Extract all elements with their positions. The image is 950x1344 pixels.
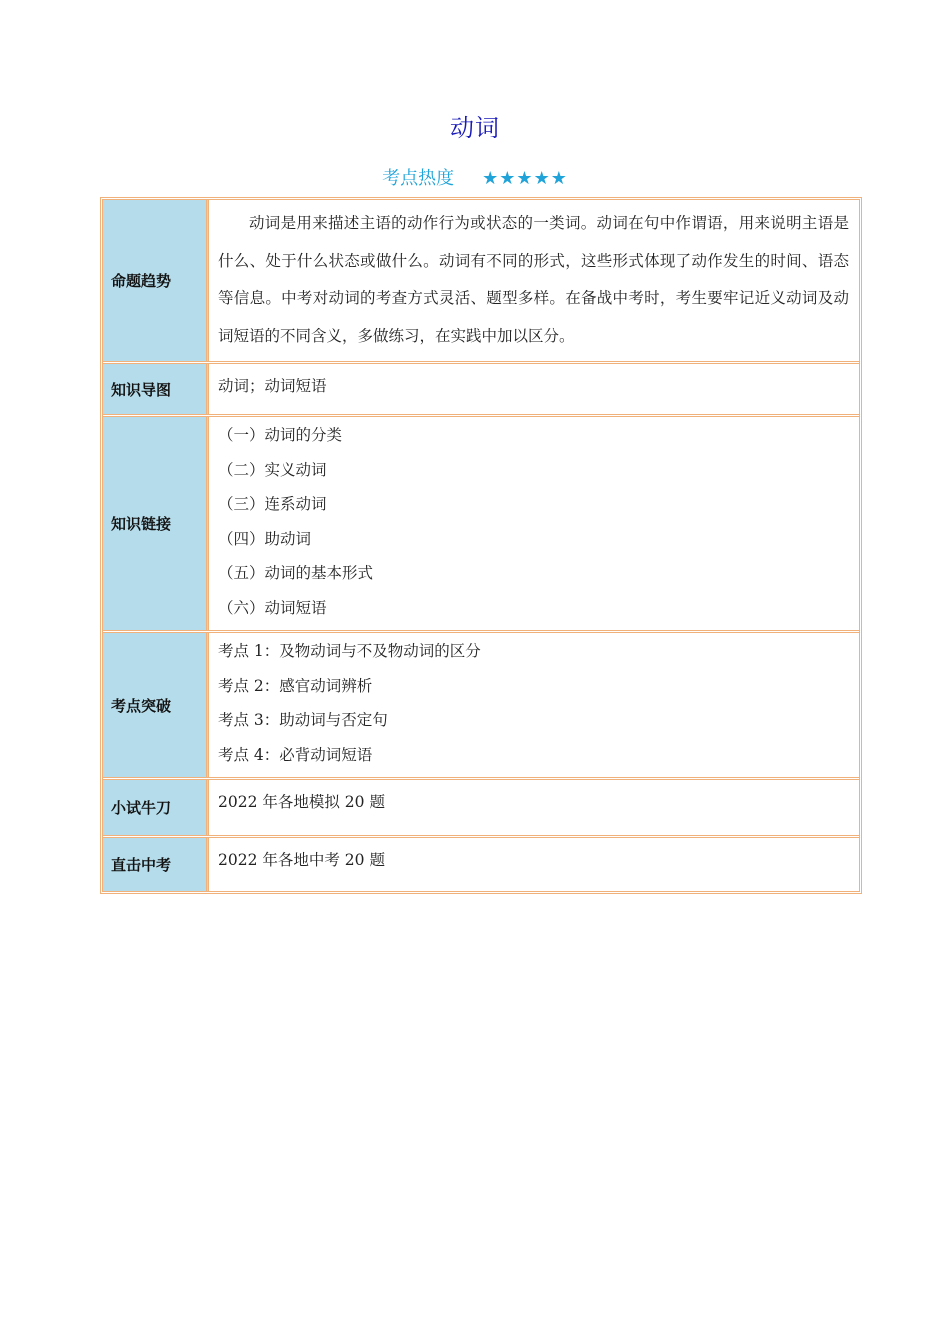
star-rating-icon: ★★★★★ [482, 168, 568, 189]
list-item: （五）动词的基本形式 [218, 564, 374, 582]
heat-rating [0, 164, 950, 190]
page-title: 动词 [450, 114, 500, 142]
list-item: 考点 4：必背动词短语 [218, 745, 373, 764]
map-text: 动词；动词短语 [218, 377, 327, 395]
summary-table [100, 197, 862, 894]
list-item: （六）动词短语 [218, 598, 327, 617]
list-item: 考点 1：及物动词与不及物动词的区分 [218, 642, 481, 660]
row-points [103, 633, 859, 780]
row-links [103, 417, 859, 633]
exam-text: 2022 年各地中考 20 题 [218, 851, 385, 869]
points-list [209, 633, 859, 777]
row-header-trend: 命题趋势 [103, 200, 209, 361]
row-exam [103, 838, 859, 891]
row-trend [103, 200, 859, 364]
links-list [209, 417, 859, 630]
list-item: （二）实义动词 [218, 460, 327, 479]
list-item: （三）连系动词 [218, 495, 327, 513]
heat-label: 考点热度 [382, 168, 455, 189]
list-item: （一）动词的分类 [218, 426, 343, 444]
row-header-links: 知识链接 [103, 417, 209, 630]
row-header-practice: 小试牛刀 [103, 780, 209, 835]
list-item: （四）助动词 [218, 529, 312, 548]
row-map [103, 364, 859, 417]
row-header-map: 知识导图 [103, 364, 209, 414]
row-practice [103, 780, 859, 838]
row-header-points: 考点突破 [103, 633, 209, 777]
trend-text: 动词是用来描述主语的动作行为或状态的一类词。动词在句中作谓语，用来说明主语是什么、处于什么状态或做什么。动词有不同的形式，这些形式体现了动作发生的时间、语态等信息。中考对动词的考查方式灵活、题型多样。在备战中考时，考生要牢记近义动词及动词短语的不同含义，多做练习，在实践中加以区分。 [218, 214, 849, 345]
practice-text: 2022 年各地模拟 20 题 [218, 793, 385, 811]
list-item: 考点 3：助动词与否定句 [218, 711, 388, 729]
row-header-exam: 直击中考 [103, 838, 209, 891]
list-item: 考点 2：感官动词辨析 [218, 676, 373, 695]
